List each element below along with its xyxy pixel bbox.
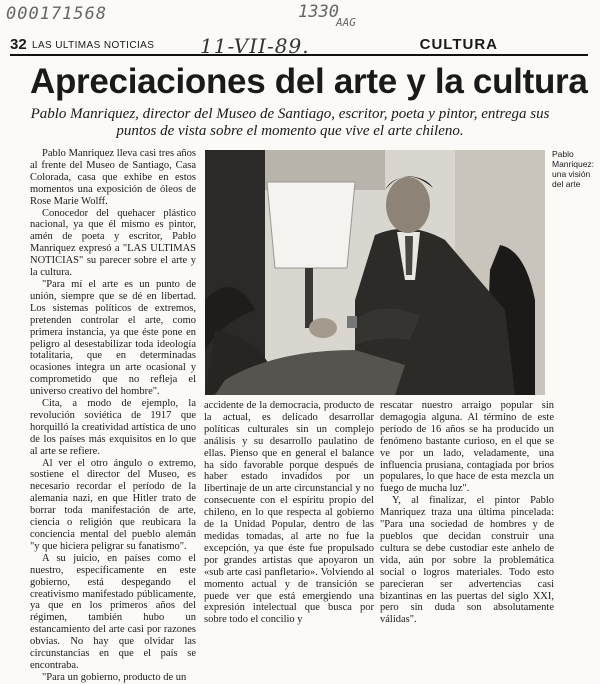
page-number: 32 [10, 36, 27, 53]
archive-stamp-code: 000171568 [6, 4, 108, 24]
paragraph: Al ver el otro ángulo o extremo, sostiene el director del Museo, es necesario recordar el período de la alemania nazi, en que Hitler trato de borrar toda manifestación de arte, ciencia o religión que reubicara la conciencia mental del pueblo alemán "y que hiciera peligrar su fanatismo". [30, 457, 196, 552]
paragraph: Pablo Manriquez lleva casi tres años al frente del Museo de Santiago, Casa Colorada, casa que exhibe en estos momentos una exposición de óleos de Rose Marie Wolff. [30, 148, 196, 207]
photo-caption: Pablo Manriquez: una visión del arte [552, 149, 595, 189]
paragraph: Cita, a modo de ejemplo, la revolución soviética de 1917 que horquilló la creatividad artística de uno de los países más exquisitos en lo que al arte se refiere. [30, 398, 196, 457]
headline: Apreciaciones del arte y la cultura [30, 62, 588, 101]
folio-number: 1330 [298, 2, 339, 22]
newspaper-name: LAS ULTIMAS NOTICIAS [32, 40, 155, 51]
paragraph: accidente de la democracia, producto de la actual, es delicado desarrollar políticas culturales sin un complejo análisis y su desarrollo paulatino de ellas. Pienso que en general el balance ha sido favorable porque después de haber estado invadidos por un libertinaje de un arte circunstancial y no consecuente con el espíritu propio del chileno, en lo que respecta al gobierno de la Unidad Popular, dentro de las medidas tomadas, al arte no fue la excepción, ya que éste fue propulsado por grandes artistas que apoyaron un «sub arte casi panfletario». Volviendo al momento actual y de transición se puede ver que está emergiendo una expresión intelectual que busca por sobre todo el concilio y [204, 400, 374, 626]
article-column-1 [30, 148, 196, 683]
archive-initials: AAG [336, 16, 356, 29]
portrait-photo [205, 150, 545, 395]
section-label: CULTURA [419, 36, 498, 53]
portrait-illustration [205, 150, 545, 395]
article-column-2 [204, 400, 374, 626]
article-column-3 [380, 400, 554, 626]
article-deck: Pablo Manriquez, director del Museo de Santiago, escritor, poeta y pintor, entrega sus puntos de vista sobre el momento que vive el arte chileno. [30, 106, 550, 139]
paragraph: Conocedor del quehacer plástico nacional, ya que él mismo es pintor, amén de poeta y escritor, Pablo Manriquez expresó a "LAS ULTIMAS NOTICIAS" su parecer sobre el arte y la cultura. [30, 207, 196, 279]
paragraph: Y, al finalizar, el pintor Pablo Manriquez traza una última pincelada: "Para una sociedad de hombres y de pueblos que decidan construir una cultura se debe custodiar este anhelo de vida, aún por sobre la problemática social o logros materiales. Todo esto parecieran ser advertencias casi bizantinas en las puertas del siglo XXI, pero sin duda son absolutamente válidas". [380, 495, 554, 626]
paragraph: "Para un gobierno, producto de un [42, 671, 187, 683]
paragraph: A su juicio, en países como el nuestro, específicamente en este gobierno, está despegando el creativismo manifestado públicamente, ya que en los primeros años del régimen, también hubo un estancamiento del arte casi por razones obvias. No hay que olvidar las circunstancias en que el país se encontraba. [30, 552, 196, 671]
page-header [10, 36, 588, 56]
handwritten-date: 11-VII-89. [200, 34, 310, 58]
paragraph: rescatar nuestro arraigo popular sin demagogia alguna. Al término de este período de 16 años se ha producido un fenómeno bastante curioso, en el que se ve por un lado, veladamente, una influencia prusiana, contagiada por brios populares, lo que hace de esta mezcla un fuego de mucha luz". [380, 400, 554, 495]
paragraph: "Para mí el arte es un punto de unión, siempre que se dé en libertad. Los sistemas políticos de extremos, pretenden controlar el arte, como primera instancia, ya que éste pone en peligro al desestabilizar toda ideología totalitaria, que en determinadas ocasiones integra un arte ocasional y comprometido que no refleja el universo creativo del hombre". [30, 278, 196, 398]
